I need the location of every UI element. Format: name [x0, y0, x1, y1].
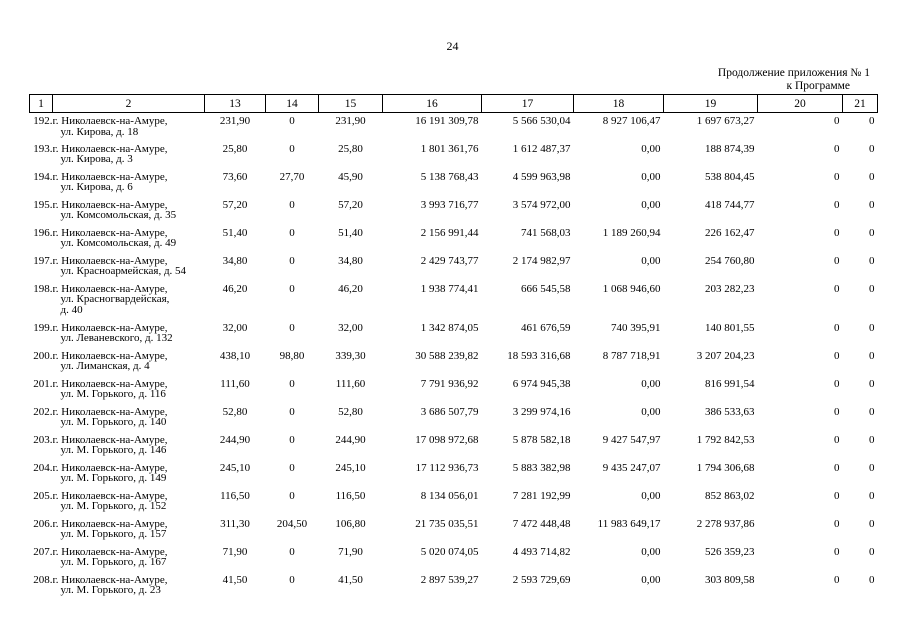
value-cell-17: 5 883 382,98: [512, 461, 571, 474]
value-cell-17: 5 566 530,04: [512, 115, 571, 127]
program-table: [29, 94, 878, 600]
address-line: г. Николаевск-на-Амуре,: [52, 170, 168, 183]
value-cell-15: 231,90: [335, 115, 366, 127]
value-cell-21: 0: [869, 489, 875, 502]
value-cell-14: 0: [289, 226, 295, 239]
value-cell-19: 1 697 673,27: [696, 115, 755, 127]
address-line: г. Николаевск-на-Амуре,: [52, 115, 168, 127]
value-cell-20: 0: [834, 142, 840, 155]
address-line: ул. М. Горького, д. 146: [60, 444, 167, 456]
address-line: ул. Комсомольская, д. 35: [60, 209, 177, 221]
column-header: 21: [843, 95, 878, 113]
value-cell-18: 8 927 106,47: [602, 115, 661, 127]
value-cell-14: 0: [289, 321, 295, 334]
address-cell: [53, 169, 205, 197]
address-line: г. Николаевск-на-Амуре,: [52, 226, 168, 239]
column-header: 18: [574, 95, 664, 113]
value-cell-21: 0: [869, 226, 875, 239]
value-cell-15: 46,20: [338, 282, 363, 295]
value-cell-18: 0,00: [641, 545, 661, 558]
address-line: г. Николаевск-на-Амуре,: [52, 142, 168, 155]
address-cell: [53, 113, 205, 141]
value-cell-19: 386 533,63: [705, 405, 755, 418]
row-number: 200.: [33, 349, 53, 362]
value-cell-15: 52,80: [338, 405, 363, 418]
value-cell-19: 3 207 204,23: [696, 349, 755, 362]
value-cell-21: 0: [869, 142, 875, 155]
address-line: ул. М. Горького, д. 157: [60, 528, 167, 540]
value-cell-17: 4 599 963,98: [512, 170, 571, 183]
value-cell-14: 98,80: [279, 349, 305, 362]
column-header: 2: [53, 95, 205, 113]
value-cell-18: 0,00: [641, 573, 661, 586]
row-number: 194.: [33, 170, 53, 183]
value-cell-18: 0,00: [641, 489, 661, 502]
table-row: [30, 544, 878, 572]
table-row: [30, 404, 878, 432]
address-line: г. Николаевск-на-Амуре,: [52, 573, 168, 586]
value-cell-18: 11 983 649,17: [597, 517, 661, 530]
value-cell-14: 0: [289, 545, 295, 558]
value-cell-20: 0: [834, 115, 840, 127]
page-number: 24: [446, 39, 459, 53]
value-cell-18: 740 395,91: [611, 321, 661, 334]
value-cell-14: 204,50: [276, 517, 308, 530]
column-header: 1: [30, 95, 53, 113]
address-cell: [53, 253, 205, 281]
value-cell-17: 2 174 982,97: [512, 254, 571, 267]
column-header: 16: [383, 95, 482, 113]
value-cell-19: 140 801,55: [705, 321, 755, 334]
value-cell-15: 116,50: [335, 489, 366, 502]
row-number: 197.: [33, 254, 53, 267]
value-cell-21: 0: [869, 573, 875, 586]
table-body: [30, 113, 878, 600]
value-cell-16: 30 588 239,82: [415, 349, 479, 362]
value-cell-20: 0: [834, 573, 840, 586]
address-line: ул. М. Горького, д. 167: [60, 556, 167, 568]
value-cell-20: 0: [834, 349, 840, 362]
address-line: г. Николаевск-на-Амуре,: [52, 545, 168, 558]
value-cell-17: 2 593 729,69: [512, 573, 571, 586]
value-cell-16: 5 020 074,05: [420, 545, 479, 558]
value-cell-16: 21 735 035,51: [415, 517, 479, 530]
value-cell-21: 0: [869, 433, 875, 446]
value-cell-13: 231,90: [219, 115, 251, 127]
value-cell-13: 46,20: [222, 282, 248, 295]
table-row: [30, 197, 878, 225]
row-number: 196.: [33, 226, 53, 239]
value-cell-19: 303 809,58: [705, 573, 755, 586]
value-cell-13: 32,00: [222, 321, 248, 334]
value-cell-13: 34,80: [222, 254, 248, 267]
value-cell-20: 0: [834, 282, 840, 295]
value-cell-17: 7 281 192,99: [512, 489, 571, 502]
address-cell: [53, 432, 205, 460]
address-line: ул. М. Горького, д. 23: [60, 584, 161, 596]
address-cell: [53, 376, 205, 404]
value-cell-17: 5 878 582,18: [512, 433, 571, 446]
value-cell-20: 0: [834, 545, 840, 558]
table-row: [30, 432, 878, 460]
table-row: [30, 141, 878, 169]
value-cell-16: 2 156 991,44: [420, 226, 479, 239]
column-header: 15: [319, 95, 383, 113]
value-cell-17: 741 568,03: [521, 226, 571, 239]
value-cell-17: 666 545,58: [521, 282, 571, 295]
value-cell-19: 203 282,23: [705, 282, 755, 295]
address-line: ул. М. Горького, д. 152: [60, 500, 167, 512]
value-cell-20: 0: [834, 226, 840, 239]
value-cell-14: 0: [289, 405, 295, 418]
row-number: 203.: [33, 433, 53, 446]
value-cell-17: 18 593 316,68: [507, 349, 571, 362]
value-cell-17: 4 493 714,82: [512, 545, 571, 558]
value-cell-20: 0: [834, 254, 840, 267]
value-cell-19: 418 744,77: [705, 198, 755, 211]
value-cell-20: 0: [834, 377, 840, 390]
table-row: [30, 460, 878, 488]
address-line: ул. Красноармейская, д. 54: [60, 265, 187, 277]
value-cell-21: 0: [869, 170, 875, 183]
value-cell-21: 0: [869, 461, 875, 474]
row-number: 202.: [33, 405, 53, 418]
value-cell-13: 116,50: [220, 489, 250, 502]
value-cell-18: 0,00: [641, 377, 661, 390]
column-header: 17: [482, 95, 574, 113]
row-number: 192.: [33, 115, 53, 127]
value-cell-20: 0: [834, 405, 840, 418]
address-cell: [53, 516, 205, 544]
column-header: 14: [266, 95, 319, 113]
address-line: г. Николаевск-на-Амуре,: [52, 349, 168, 362]
column-header: 13: [205, 95, 266, 113]
row-number: 198.: [33, 282, 53, 295]
address-line: г. Николаевск-на-Амуре,: [52, 517, 168, 530]
address-cell: [53, 225, 205, 253]
value-cell-14: 0: [289, 489, 295, 502]
address-line: г. Николаевск-на-Амуре,: [52, 433, 168, 446]
value-cell-15: 25,80: [338, 142, 363, 155]
value-cell-16: 3 686 507,79: [420, 405, 479, 418]
table-row: [30, 320, 878, 348]
address-cell: [53, 404, 205, 432]
address-cell: [53, 348, 205, 376]
address-line: г. Николаевск-на-Амуре,: [52, 377, 168, 390]
value-cell-20: 0: [834, 198, 840, 211]
row-number: 206.: [33, 517, 53, 530]
value-cell-17: 3 299 974,16: [512, 405, 571, 418]
value-cell-19: 2 278 937,86: [696, 517, 755, 530]
value-cell-14: 0: [289, 198, 295, 211]
value-cell-18: 1 189 260,94: [602, 226, 661, 239]
value-cell-18: 9 435 247,07: [602, 461, 661, 474]
address-line: ул. Кирова, д. 3: [60, 153, 133, 165]
column-header: 19: [664, 95, 758, 113]
value-cell-20: 0: [834, 321, 840, 334]
address-line: г. Николаевск-на-Амуре,: [52, 405, 168, 418]
row-number: 207.: [33, 545, 53, 558]
value-cell-18: 0,00: [641, 142, 661, 155]
value-cell-19: 852 863,02: [705, 489, 755, 502]
table-row: [30, 376, 878, 404]
value-cell-14: 0: [289, 142, 295, 155]
value-cell-21: 0: [869, 282, 875, 295]
value-cell-17: 7 472 448,48: [512, 517, 571, 530]
address-line: ул. Кирова, д. 6: [60, 181, 133, 193]
address-line: ул. Лиманская, д. 4: [60, 360, 150, 372]
value-cell-13: 438,10: [219, 349, 251, 362]
value-cell-15: 244,90: [335, 433, 366, 446]
value-cell-13: 41,50: [222, 573, 248, 586]
address-line: ул. Комсомольская, д. 49: [60, 237, 177, 249]
value-cell-18: 9 427 547,97: [602, 433, 661, 446]
appendix-line-2: к Программе: [786, 80, 850, 92]
value-cell-15: 32,00: [338, 321, 363, 334]
value-cell-13: 245,10: [219, 461, 251, 474]
row-number: 193.: [33, 142, 53, 155]
address-cell: [53, 141, 205, 169]
value-cell-16: 7 791 936,92: [420, 377, 479, 390]
value-cell-15: 106,80: [335, 517, 366, 530]
value-cell-18: 8 787 718,91: [602, 349, 661, 362]
value-cell-20: 0: [834, 433, 840, 446]
address-cell: [53, 197, 205, 225]
value-cell-16: 2 897 539,27: [420, 573, 479, 586]
value-cell-21: 0: [869, 517, 875, 530]
value-cell-15: 45,90: [338, 170, 363, 183]
address-cell: [53, 281, 205, 320]
value-cell-20: 0: [834, 170, 840, 183]
table-row: [30, 516, 878, 544]
appendix-line-1: Продолжение приложения № 1: [717, 67, 870, 79]
value-cell-21: 0: [869, 377, 875, 390]
value-cell-17: 6 974 945,38: [512, 377, 571, 390]
value-cell-13: 244,90: [219, 433, 251, 446]
address-line: г. Николаевск-на-Амуре,: [52, 461, 168, 474]
address-line: ул. Кирова, д. 18: [60, 125, 139, 138]
value-cell-16: 17 112 936,73: [415, 461, 479, 474]
value-cell-17: 1 612 487,37: [512, 142, 571, 155]
value-cell-14: 0: [289, 573, 295, 586]
address-line: ул. М. Горького, д. 116: [60, 388, 166, 400]
value-cell-18: 1 068 946,60: [602, 282, 661, 295]
address-line: г. Николаевск-на-Амуре,: [52, 321, 168, 334]
value-cell-21: 0: [869, 254, 875, 267]
value-cell-14: 0: [289, 433, 295, 446]
value-cell-13: 73,60: [222, 170, 248, 183]
address-line: д. 40: [60, 303, 83, 316]
value-cell-15: 41,50: [338, 573, 363, 586]
value-cell-17: 461 676,59: [521, 321, 571, 334]
value-cell-13: 52,80: [222, 405, 248, 418]
value-cell-13: 111,60: [220, 377, 250, 390]
value-cell-18: 0,00: [641, 170, 661, 183]
row-number: 201.: [33, 377, 53, 390]
table-header-row: [30, 95, 878, 113]
row-number: 208.: [33, 573, 53, 586]
appendix-caption: [660, 67, 870, 93]
value-cell-14: 0: [289, 254, 295, 267]
value-cell-16: 8 134 056,01: [420, 489, 479, 502]
value-cell-20: 0: [834, 489, 840, 502]
table-row: [30, 488, 878, 516]
table-row: [30, 348, 878, 376]
address-line: ул. Леваневского, д. 132: [60, 332, 173, 344]
value-cell-19: 1 792 842,53: [696, 433, 755, 446]
value-cell-13: 25,80: [222, 142, 248, 155]
address-cell: [53, 544, 205, 572]
value-cell-19: 816 991,54: [705, 377, 755, 390]
table-row: [30, 225, 878, 253]
row-number: 204.: [33, 461, 53, 474]
value-cell-21: 0: [869, 115, 875, 127]
value-cell-16: 16 191 309,78: [415, 115, 479, 127]
address-cell: [53, 488, 205, 516]
table-row: [30, 253, 878, 281]
address-line: г. Николаевск-на-Амуре,: [52, 282, 168, 295]
row-number: 195.: [33, 198, 53, 211]
value-cell-13: 71,90: [222, 545, 248, 558]
value-cell-20: 0: [834, 461, 840, 474]
value-cell-15: 57,20: [338, 198, 363, 211]
row-number: 205.: [33, 489, 53, 502]
address-line: ул. М. Горького, д. 149: [60, 472, 167, 484]
address-line: ул. М. Горького, д. 140: [60, 416, 167, 428]
address-cell: [53, 572, 205, 600]
value-cell-15: 71,90: [338, 545, 363, 558]
value-cell-16: 17 098 972,68: [415, 433, 479, 446]
row-number: 199.: [33, 321, 53, 334]
value-cell-18: 0,00: [641, 254, 661, 267]
value-cell-19: 254 760,80: [705, 254, 755, 267]
value-cell-15: 245,10: [335, 461, 366, 474]
table-row: [30, 281, 878, 320]
address-line: г. Николаевск-на-Амуре,: [52, 198, 168, 211]
address-cell: [53, 320, 205, 348]
value-cell-15: 34,80: [338, 254, 363, 267]
value-cell-21: 0: [869, 405, 875, 418]
value-cell-19: 526 359,23: [705, 545, 755, 558]
value-cell-16: 1 938 774,41: [420, 282, 479, 295]
value-cell-15: 111,60: [335, 377, 366, 390]
address-line: г. Николаевск-на-Амуре,: [52, 489, 168, 502]
value-cell-15: 339,30: [335, 349, 366, 362]
value-cell-16: 1 801 361,76: [420, 142, 479, 155]
table-row: [30, 572, 878, 600]
value-cell-21: 0: [869, 321, 875, 334]
value-cell-14: 0: [289, 377, 295, 390]
value-cell-18: 0,00: [641, 198, 661, 211]
address-cell: [53, 460, 205, 488]
column-header: 20: [758, 95, 843, 113]
value-cell-21: 0: [869, 198, 875, 211]
table-row: [30, 169, 878, 197]
value-cell-14: 0: [289, 282, 295, 295]
value-cell-16: 3 993 716,77: [420, 198, 479, 211]
value-cell-19: 188 874,39: [705, 142, 755, 155]
value-cell-13: 51,40: [222, 226, 248, 239]
value-cell-14: 27,70: [279, 170, 305, 183]
value-cell-13: 57,20: [222, 198, 248, 211]
value-cell-15: 51,40: [338, 226, 363, 239]
value-cell-21: 0: [869, 349, 875, 362]
value-cell-13: 311,30: [220, 517, 250, 530]
value-cell-16: 1 342 874,05: [420, 321, 479, 334]
table-row: [30, 113, 878, 141]
value-cell-18: 0,00: [641, 405, 661, 418]
value-cell-14: 0: [289, 115, 295, 127]
value-cell-19: 1 794 306,68: [696, 461, 755, 474]
value-cell-14: 0: [289, 461, 295, 474]
value-cell-20: 0: [834, 517, 840, 530]
value-cell-21: 0: [869, 545, 875, 558]
value-cell-16: 5 138 768,43: [420, 170, 479, 183]
value-cell-19: 226 162,47: [705, 226, 755, 239]
value-cell-17: 3 574 972,00: [512, 198, 571, 211]
address-line: г. Николаевск-на-Амуре,: [52, 254, 168, 267]
value-cell-19: 538 804,45: [705, 170, 755, 183]
value-cell-16: 2 429 743,77: [420, 254, 479, 267]
address-line: ул. Красногвардейская,: [60, 293, 170, 305]
